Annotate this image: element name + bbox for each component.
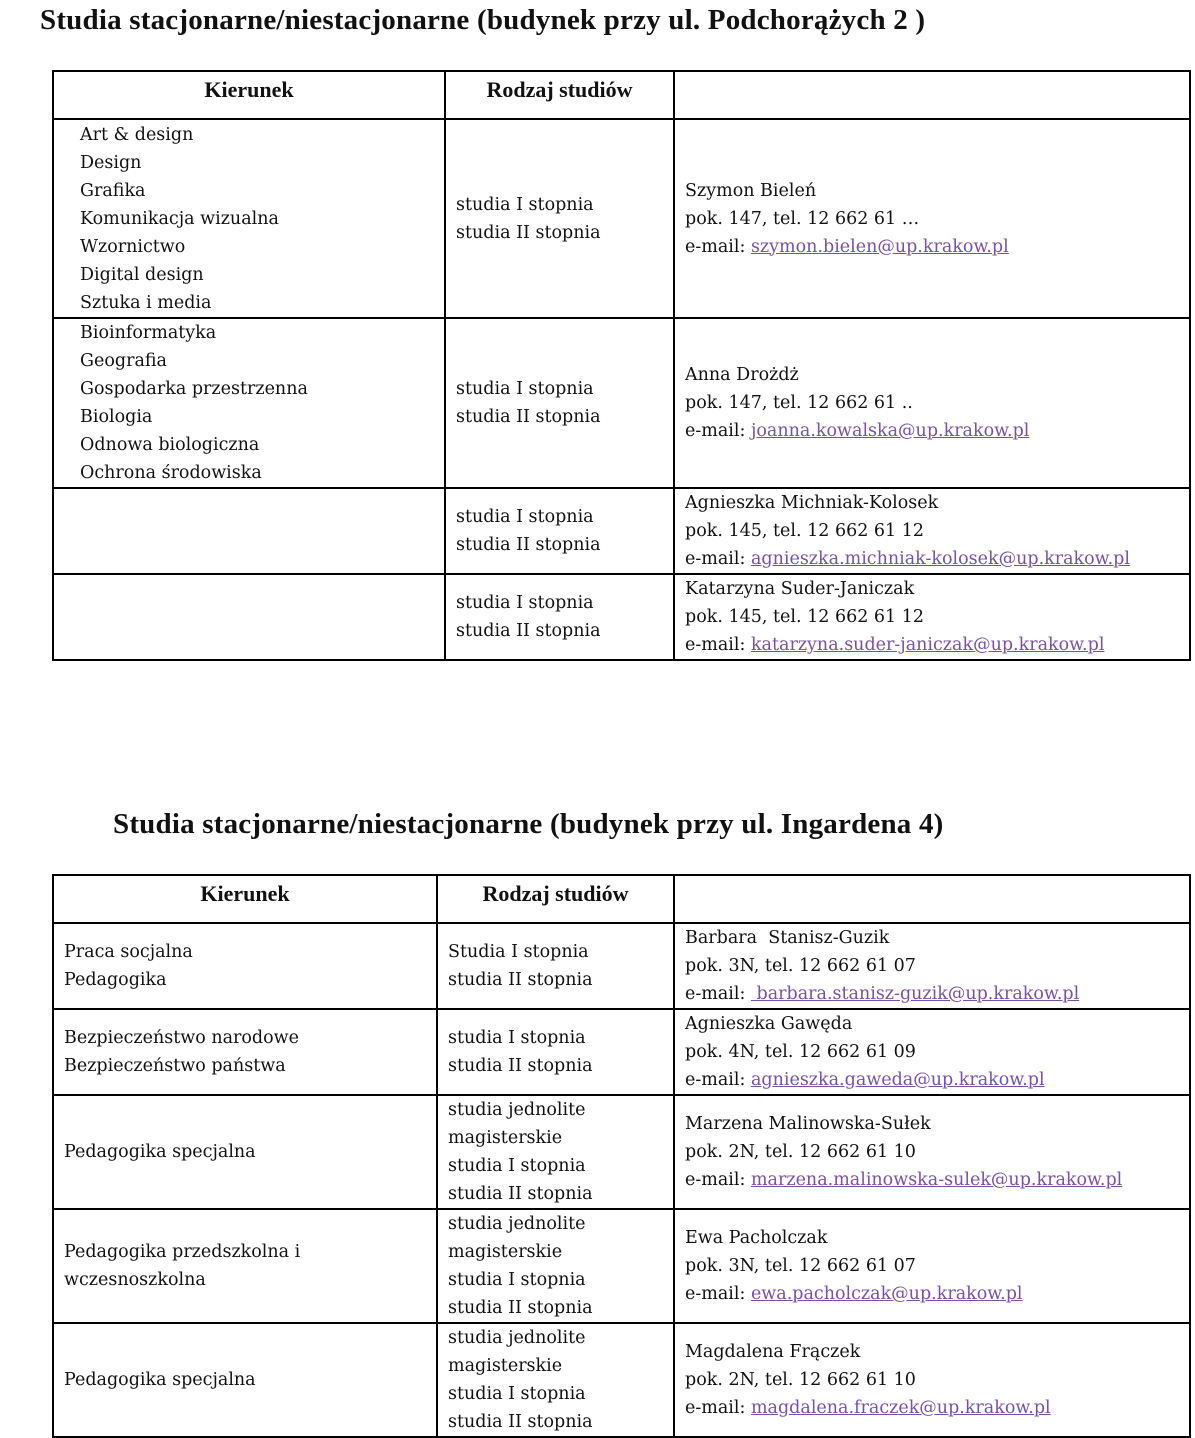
contact-cell [674,1095,1190,1209]
rodzaj-item: studia jednolite [448,1100,586,1120]
rodzaj-cell [445,488,674,574]
rodzaj-item: studia II stopnia [448,1056,593,1076]
rodzaj-item: studia I stopnia [456,379,594,399]
contact-email-line [685,1066,1189,1094]
contact-phone: pok. 2N, tel. 12 662 61 10 [685,1142,916,1162]
contact-cell [674,119,1190,318]
kierunek-cell [53,923,437,1009]
contact-name: Magdalena Frączek [685,1342,861,1362]
kierunek-cell [53,318,445,488]
kierunek-item: Bezpieczeństwo narodowe [64,1028,300,1048]
kierunek-cell [53,1009,437,1095]
email-link[interactable]: szymon.bielen@up.krakow.pl [750,236,1009,257]
rodzaj-item: studia II stopnia [456,535,601,555]
email-link[interactable]: ewa.pacholczak@up.krakow.pl [750,1284,1023,1304]
kierunek-item: Biologia [80,407,153,427]
email-label: e-mail: [685,236,751,257]
rodzaj-item: studia II stopnia [448,1412,593,1432]
rodzaj-item: studia I stopnia [448,1384,586,1404]
contact-email-line [685,233,1189,261]
contact-phone: pok. 147, tel. 12 662 61 .. [685,393,913,413]
kierunek-item: Design [80,153,142,173]
column-header-contact [674,71,1190,119]
kierunek-item: Geografia [80,351,167,371]
rodzaj-item: Studia I stopnia [448,942,589,962]
kierunek-item: Bioinformatyka [80,323,217,343]
kierunek-cell-empty [53,488,445,574]
rodzaj-item: studia II stopnia [448,970,593,990]
rodzaj-item: studia I stopnia [456,593,594,613]
contact-cell [674,1323,1190,1437]
rodzaj-cell [437,1209,674,1323]
contact-phone: pok. 3N, tel. 12 662 61 07 [685,1256,916,1276]
table-row [53,1009,1190,1095]
email-link[interactable]: marzena.malinowska-sulek@up.krakow.pl [750,1170,1123,1190]
kierunek-cell-empty [53,574,445,660]
kierunek-item: Sztuka i media [80,293,212,313]
kierunek-item: Pedagogika przedszkolna i [64,1242,301,1262]
contact-name: Szymon Bieleń [685,180,817,201]
contact-email-line [685,545,1189,573]
kierunek-cell [53,1095,437,1209]
table-row [53,574,1190,660]
rodzaj-item: studia II stopnia [448,1184,593,1204]
email-link[interactable]: joanna.kowalska@up.krakow.pl [750,421,1030,441]
rodzaj-cell [445,318,674,488]
contacts-table-podchorazych [52,70,1191,661]
contact-email-line [685,631,1189,659]
table-row [53,318,1190,488]
email-label: e-mail: [685,1284,751,1304]
rodzaj-item: studia II stopnia [448,1298,593,1318]
contact-cell [674,574,1190,660]
table-row [53,1323,1190,1437]
email-label: e-mail: [685,984,751,1004]
rodzaj-cell [437,1095,674,1209]
rodzaj-item: studia I stopnia [456,507,594,527]
email-label: e-mail: [685,1398,751,1418]
contact-name: Ewa Pacholczak [685,1228,828,1248]
contact-cell [674,1009,1190,1095]
email-label: e-mail: [685,1170,751,1190]
email-label: e-mail: [685,421,751,441]
kierunek-item: Ochrona środowiska [80,463,262,483]
kierunek-cell [53,119,445,318]
rodzaj-item: studia I stopnia [448,1156,586,1176]
contact-name: Barbara Stanisz-Guzik [685,928,890,948]
table-row [53,923,1190,1009]
contact-phone: pok. 145, tel. 12 662 61 12 [685,521,925,541]
email-link[interactable]: barbara.stanisz-guzik@up.krakow.pl [750,984,1080,1004]
table-row [53,1095,1190,1209]
rodzaj-item: studia I stopnia [448,1028,586,1048]
rodzaj-cell [437,1009,674,1095]
email-link[interactable]: agnieszka.michniak-kolosek@up.krakow.pl [750,549,1130,569]
section-title-podchorazych: Studia stacjonarne/niestacjonarne (budynek przy ul. Podchorążych 2 ) [40,4,926,36]
rodzaj-item: studia I stopnia [456,194,594,215]
kierunek-cell [53,1323,437,1437]
email-label: e-mail: [685,1070,751,1090]
kierunek-item: Gospodarka przestrzenna [80,379,308,399]
table-row [53,1209,1190,1323]
contact-email-line [685,980,1189,1008]
contact-phone: pok. 147, tel. 12 662 61 … [685,208,920,229]
column-header-kierunek: Kierunek [53,875,437,923]
column-header-contact [674,875,1190,923]
contacts-table-ingardena [52,874,1191,1438]
email-link[interactable]: magdalena.fraczek@up.krakow.pl [750,1398,1051,1418]
rodzaj-item: magisterskie [448,1242,563,1262]
rodzaj-cell [445,119,674,318]
kierunek-item: Digital design [80,265,204,285]
contact-cell [674,1209,1190,1323]
contact-cell [674,923,1190,1009]
email-link[interactable]: agnieszka.gaweda@up.krakow.pl [750,1070,1045,1090]
contact-name: Katarzyna Suder-Janiczak [685,579,915,599]
kierunek-item: wczesnoszkolna [64,1270,206,1290]
contact-email-line [685,417,1189,445]
rodzaj-item: magisterskie [448,1128,563,1148]
kierunek-item: Grafika [80,181,146,201]
contact-phone: pok. 145, tel. 12 662 61 12 [685,607,925,627]
rodzaj-item: studia II stopnia [456,407,601,427]
kierunek-cell [53,1209,437,1323]
contact-name: Anna Drożdż [685,365,799,385]
contact-email-line [685,1280,1189,1308]
email-label: e-mail: [685,635,751,655]
rodzaj-cell [445,574,674,660]
column-header-rodzaj: Rodzaj studiów [445,71,674,119]
kierunek-item: Bezpieczeństwo państwa [64,1056,286,1076]
kierunek-item: Pedagogika [64,970,167,990]
column-header-rodzaj: Rodzaj studiów [437,875,674,923]
rodzaj-cell [437,1323,674,1437]
contact-name: Marzena Malinowska-Sułek [685,1114,931,1134]
kierunek-item: Praca socjalna [64,942,193,962]
rodzaj-item: studia II stopnia [456,621,601,641]
email-label: e-mail: [685,549,751,569]
section-title-ingardena: Studia stacjonarne/niestacjonarne (budynek przy ul. Ingardena 4) [113,808,944,840]
table-row [53,488,1190,574]
contact-email-line [685,1166,1189,1194]
email-link[interactable]: katarzyna.suder-janiczak@up.krakow.pl [750,635,1105,655]
contact-email-line [685,1394,1189,1422]
table-row [53,119,1190,318]
rodzaj-item: studia I stopnia [448,1270,586,1290]
contact-name: Agnieszka Gawęda [685,1014,853,1034]
rodzaj-item: studia II stopnia [456,222,601,243]
rodzaj-item: studia jednolite [448,1328,586,1348]
contact-cell [674,488,1190,574]
contact-cell [674,318,1190,488]
rodzaj-item: studia jednolite [448,1214,586,1234]
table-header-row [53,71,1190,119]
table-header-row [53,875,1190,923]
kierunek-item: Pedagogika specjalna [64,1142,256,1162]
kierunek-item: Pedagogika specjalna [64,1370,256,1390]
contact-phone: pok. 2N, tel. 12 662 61 10 [685,1370,916,1390]
column-header-kierunek: Kierunek [53,71,445,119]
contact-phone: pok. 3N, tel. 12 662 61 07 [685,956,916,976]
kierunek-item: Komunikacja wizualna [80,209,279,229]
rodzaj-cell [437,923,674,1009]
kierunek-item: Odnowa biologiczna [80,435,260,455]
rodzaj-item: magisterskie [448,1356,563,1376]
contact-phone: pok. 4N, tel. 12 662 61 09 [685,1042,916,1062]
kierunek-item: Wzornictwo [80,237,186,257]
kierunek-item: Art & design [80,125,194,145]
contact-name: Agnieszka Michniak-Kolosek [685,493,939,513]
